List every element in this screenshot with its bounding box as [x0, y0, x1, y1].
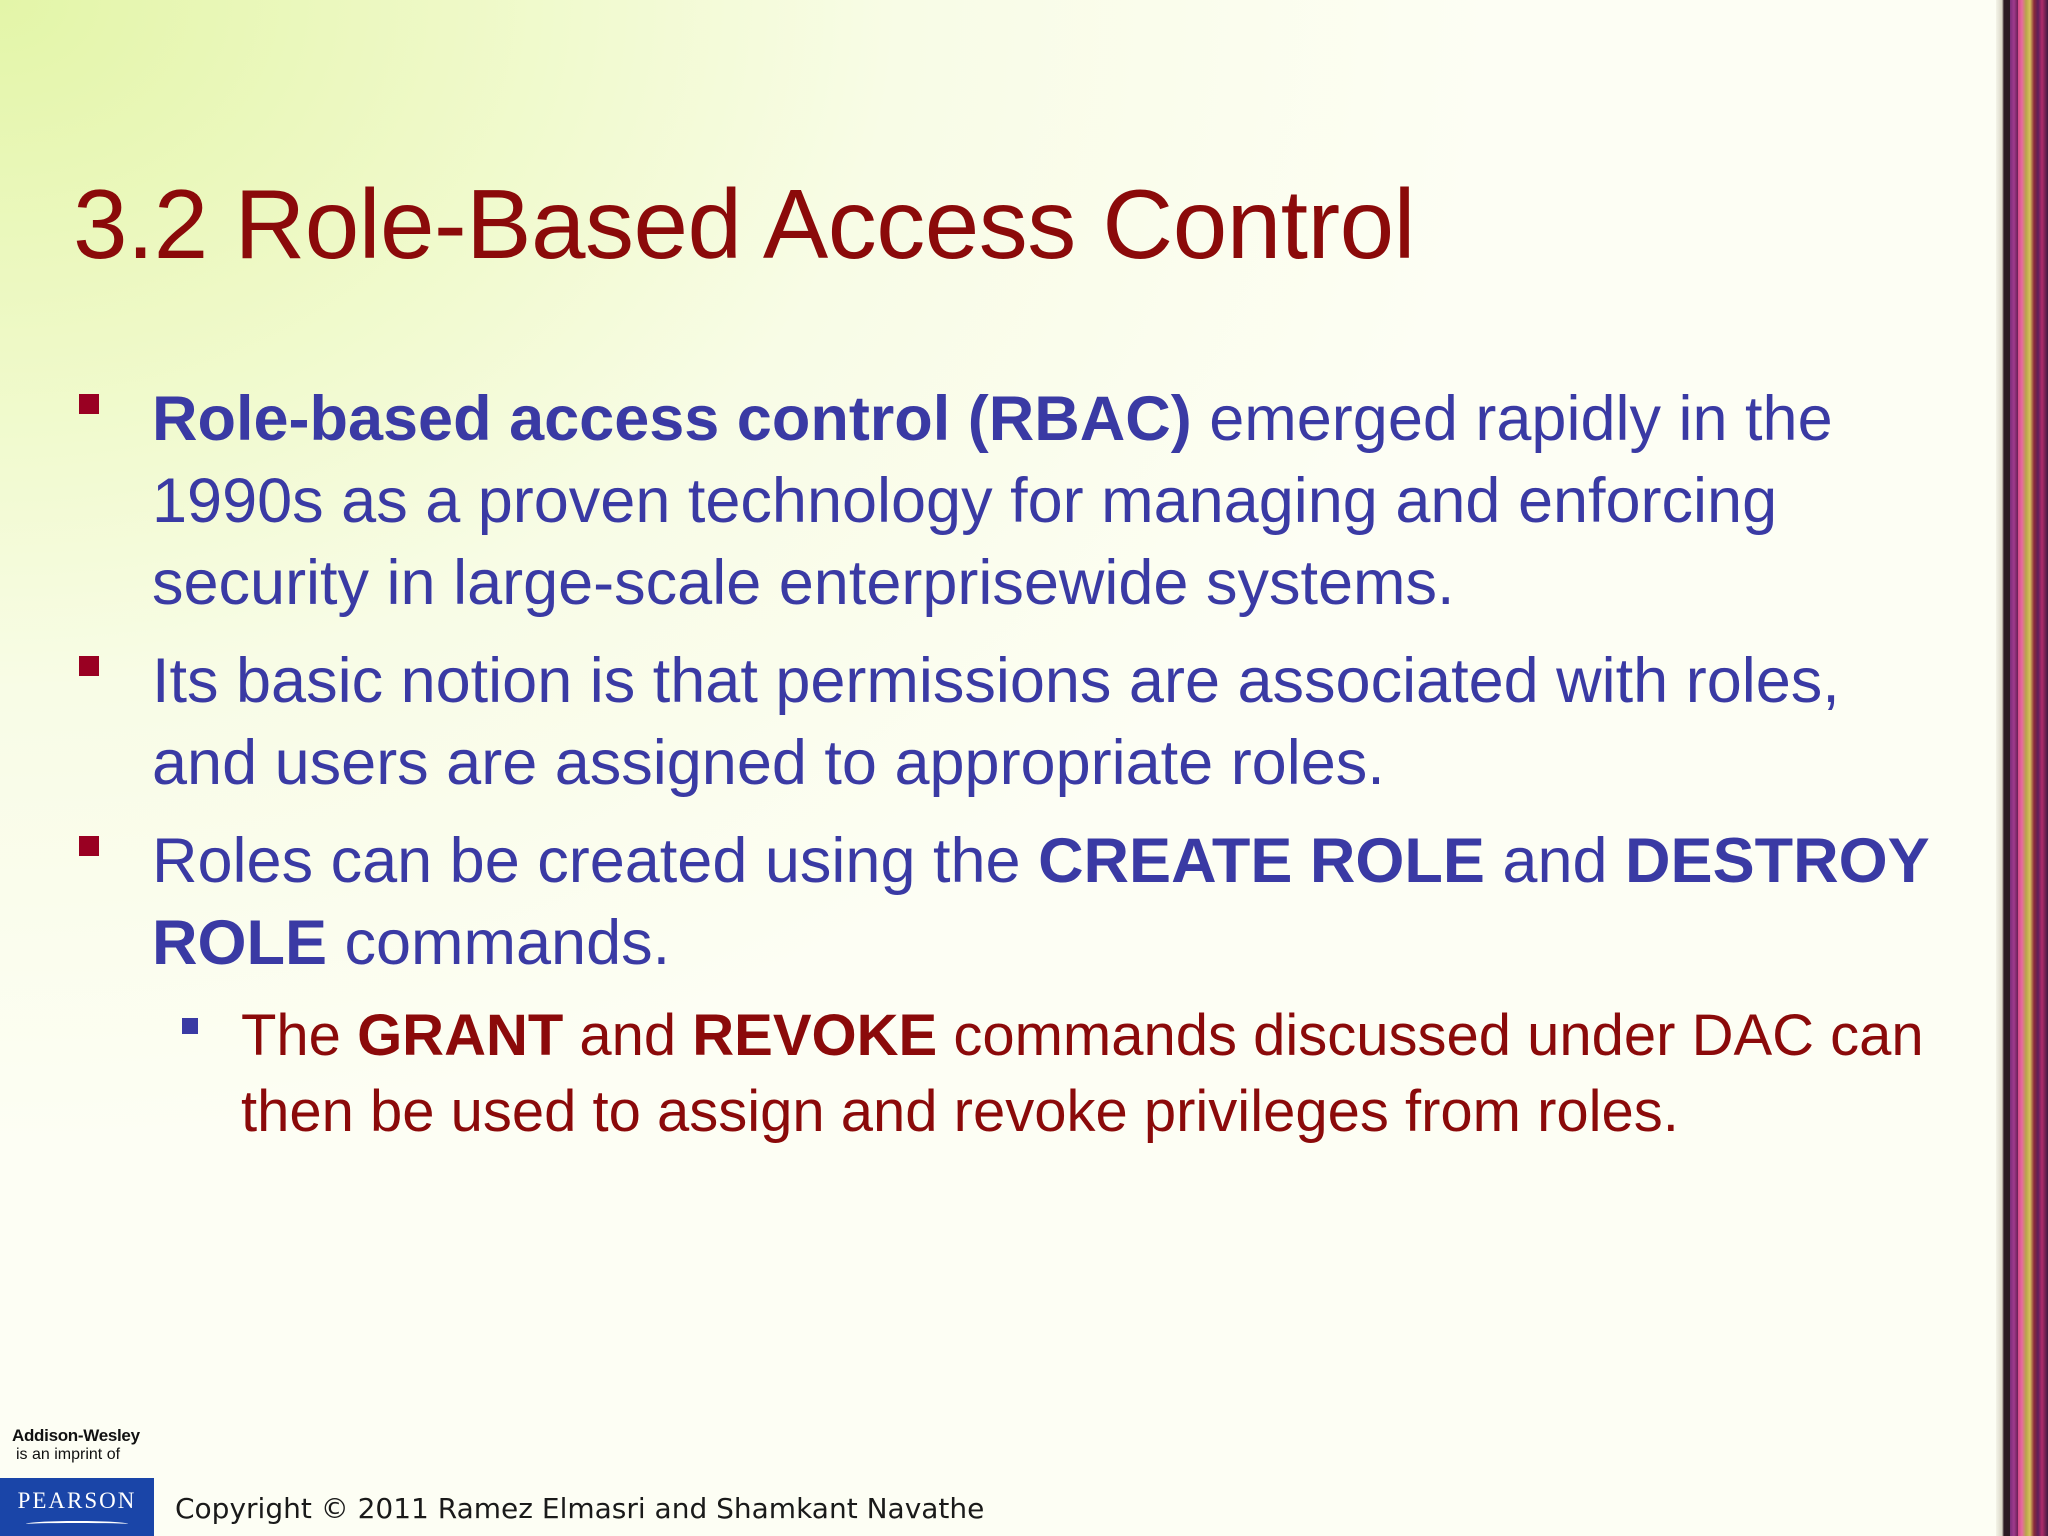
sub-bullet-marker: [182, 1018, 198, 1034]
bullet-item-notion: [0, 640, 1930, 804]
sub-bullet-text-part1: The: [241, 1003, 358, 1068]
publisher-name: Addison-Wesley: [12, 1426, 140, 1445]
imprint-text: is an imprint of: [16, 1446, 121, 1463]
bullet-text-part3: commands.: [327, 908, 671, 978]
decorative-stripes: [1996, 0, 2048, 1536]
bullet-text-part1: Roles can be created using the: [152, 826, 1039, 896]
bullet-text: emerged rapidly in the 1990s as a proven technology for managing and enforcing security in large-scale enterprisewide systems.: [152, 384, 1833, 618]
bullet-item-create-role: [0, 820, 1930, 984]
bullet-item-rbac: [0, 378, 1930, 624]
bullet-text-part2: and: [1484, 826, 1626, 896]
bullet-bold-destroy-role: DESTROY ROLE: [152, 826, 1929, 978]
bullet-text: Its basic notion is that permissions are associated with roles, and users are assigned to appropriate roles.: [152, 646, 1840, 798]
sub-bullet-bold-revoke: REVOKE: [692, 1003, 938, 1068]
bullet-marker: [79, 394, 99, 414]
sub-bullet-text-part3: commands discussed under DAC can then be used to assign and revoke privileges from roles.: [241, 1003, 1924, 1144]
slide-title: 3.2 Role-Based Access Control: [73, 169, 1415, 279]
bullet-marker: [79, 656, 99, 676]
bullet-marker: [79, 836, 99, 856]
bullet-bold-create-role: CREATE ROLE: [1038, 826, 1485, 896]
copyright-notice: Copyright © 2011 Ramez Elmasri and Shamkant Navathe: [175, 1492, 985, 1525]
sub-bullet-bold-grant: GRANT: [357, 1003, 564, 1068]
sub-bullet-item-grant-revoke: [0, 998, 1930, 1150]
bullet-list: [0, 378, 1930, 1150]
pearson-logo: PEARSON: [0, 1478, 154, 1536]
sub-bullet-text-part2: and: [563, 1003, 693, 1068]
publisher-logo: [0, 1422, 154, 1536]
bullet-bold-lead: Role-based access control (RBAC): [152, 384, 1192, 454]
